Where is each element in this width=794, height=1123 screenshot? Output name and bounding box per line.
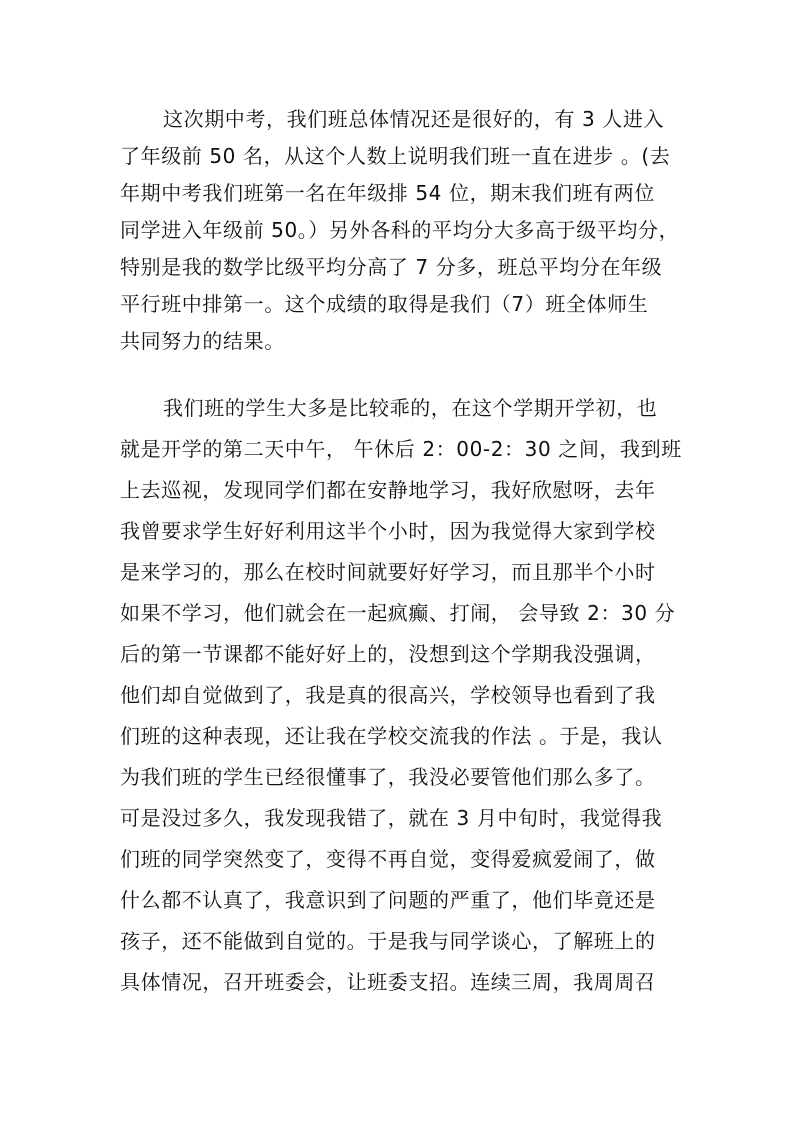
paragraph-1-line-5: 特别是我的数学比级平均分高了 7 分多，班总平均分在年级: [120, 255, 663, 279]
paragraph-2-line-15: 具体情况，召开班委会，让班委支招。连续三周，我周周召: [120, 970, 656, 994]
paragraph-1-line-6: 平行班中排第一。这个成绩的取得是我们（7）班全体师生: [120, 292, 649, 316]
paragraph-2-line-9: 们班的这种表现，还让我在学校交流我的作法 。于是，我认: [120, 724, 663, 748]
paragraph-1-line-2: 了年级前 50 名，从这个人数上说明我们班一直在进步 。(去: [120, 144, 671, 168]
paragraph-1-line-3: 年期中考我们班第一名在年级排 54 位，期末我们班有两位: [120, 181, 655, 205]
paragraph-2-line-8: 他们却自觉做到了，我是真的很高兴，学校领导也看到了我: [120, 683, 656, 707]
paragraph-2-line-10: 为我们班的学生已经很懂事了，我没必要管他们那么多了。: [120, 765, 656, 789]
paragraph-2-line-13: 什么都不认真了，我意识到了问题的严重了，他们毕竟还是: [120, 888, 656, 912]
paragraph-2-line-7: 后的第一节课都不能好好上的，没想到这个学期我没强调，: [120, 642, 656, 666]
paragraph-2-line-12: 们班的同学突然变了，变得不再自觉，变得爱疯爱闹了，做: [120, 847, 656, 871]
paragraph-2-line-2: 就是开学的第二天中午， 午休后 2：00-2：30 之间，我到班: [120, 437, 682, 461]
paragraph-2-line-3: 上去巡视，发现同学们都在安静地学习，我好欣慰呀，去年: [120, 478, 656, 502]
paragraph-2-line-11: 可是没过多久，我发现我错了，就在 3 月中旬时，我觉得我: [120, 806, 663, 830]
paragraph-2-line-6: 如果不学习，他们就会在一起疯癫、打闹， 会导致 2：30 分: [120, 601, 676, 625]
paragraph-2-line-14: 孩子，还不能做到自觉的。于是我与同学谈心，了解班上的: [120, 929, 656, 953]
paragraph-2-line-5: 是来学习的，那么在校时间就要好好学习，而且那半个小时: [120, 560, 656, 584]
paragraph-2-line-1: 我们班的学生大多是比较乖的，在这个学期开学初，也: [163, 396, 658, 420]
paragraph-2-line-4: 我曾要求学生好好利用这半个小时，因为我觉得大家到学校: [120, 519, 656, 543]
paragraph-1-line-1: 这次期中考，我们班总体情况还是很好的，有 3 人进入: [163, 107, 665, 131]
paragraph-1-line-7: 共同努力的结果。: [120, 329, 285, 353]
paragraph-1-line-4: 同学进入年级前 50。）另外各科的平均分大多高于级平均分，: [120, 218, 680, 242]
